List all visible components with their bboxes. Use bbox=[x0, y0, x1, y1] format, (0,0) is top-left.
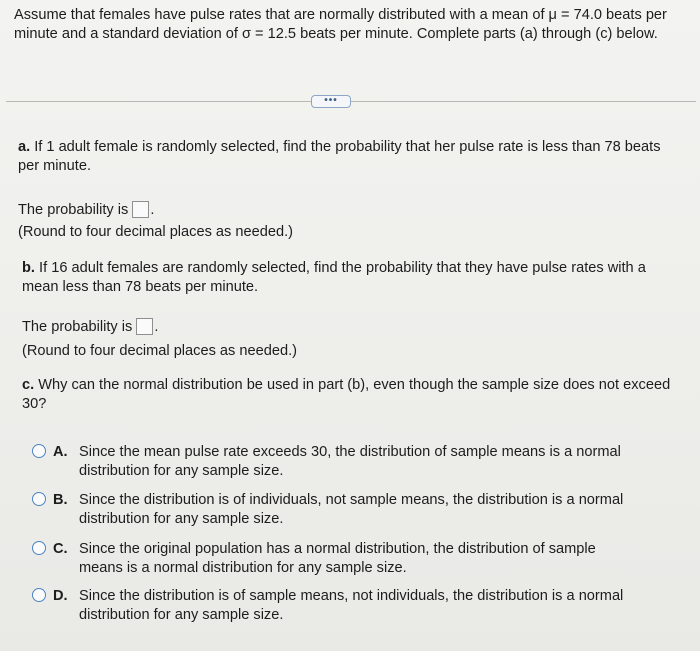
problem-intro bbox=[14, 6, 674, 44]
option-d-letter: D. bbox=[53, 588, 68, 604]
section-divider bbox=[6, 92, 696, 112]
problem-intro-text: Assume that females have pulse rates that are normally distributed with a mean of μ = 74.0 beats per minute and a standard deviation of σ = 12.5 beats per minute. Complete parts (a) through (c) below. bbox=[14, 7, 667, 42]
more-button[interactable]: ••• bbox=[311, 95, 351, 108]
part-a-answer-input[interactable] bbox=[132, 201, 149, 218]
option-d-radio[interactable] bbox=[32, 588, 46, 602]
part-b-answer-input[interactable] bbox=[136, 318, 153, 335]
option-c[interactable] bbox=[32, 540, 672, 580]
part-c-question-text: Why can the normal distribution be used in part (b), even though the sample size does not exceed 30? bbox=[22, 377, 671, 412]
part-a-answer-prefix: The probability is bbox=[18, 202, 129, 218]
part-a-question bbox=[18, 138, 678, 176]
option-c-letter: C. bbox=[53, 541, 68, 557]
part-b-label: b. bbox=[22, 260, 35, 276]
option-b[interactable] bbox=[32, 491, 672, 531]
part-b-question-text: If 16 adult females are randomly selected, find the probability that they have pulse rates with a mean less than 78 beats per minute. bbox=[22, 260, 646, 295]
part-a-question-text: If 1 adult female is randomly selected, find the probability that her pulse rate is less than 78 beats per minute. bbox=[18, 139, 661, 174]
option-b-letter: B. bbox=[53, 492, 68, 508]
part-c-question bbox=[22, 376, 672, 414]
option-a-text: Since the mean pulse rate exceeds 30, the distribution of sample means is a normal distribution for any sample size. bbox=[79, 444, 621, 479]
option-a[interactable] bbox=[32, 443, 672, 483]
divider-line bbox=[6, 101, 696, 102]
option-a-letter: A. bbox=[53, 444, 68, 460]
option-a-radio[interactable] bbox=[32, 444, 46, 458]
part-b-question bbox=[22, 259, 682, 297]
option-b-radio[interactable] bbox=[32, 492, 46, 506]
option-b-text: Since the distribution is of individuals, not sample means, the distribution is a normal distribution for any sample size. bbox=[79, 492, 624, 527]
part-a-label: a. bbox=[18, 139, 31, 155]
part-b-hint: (Round to four decimal places as needed.) bbox=[22, 343, 298, 359]
option-d-text: Since the distribution is of sample means, not individuals, the distribution is a normal distribution for any sample size. bbox=[79, 588, 624, 623]
part-b-answer-prefix: The probability is bbox=[22, 319, 133, 335]
option-c-text: Since the original population has a normal distribution, the distribution of sample means is a normal distribution for any sample size. bbox=[79, 541, 596, 576]
option-d[interactable] bbox=[32, 587, 672, 627]
part-a-hint: (Round to four decimal places as needed.) bbox=[18, 224, 294, 240]
part-b-answer-line bbox=[22, 318, 158, 337]
part-a-answer-suffix: . bbox=[150, 202, 155, 218]
part-b-answer-suffix: . bbox=[154, 319, 159, 335]
part-c-label: c. bbox=[22, 377, 35, 393]
option-c-radio[interactable] bbox=[32, 541, 46, 555]
part-a-answer-line bbox=[18, 201, 154, 220]
